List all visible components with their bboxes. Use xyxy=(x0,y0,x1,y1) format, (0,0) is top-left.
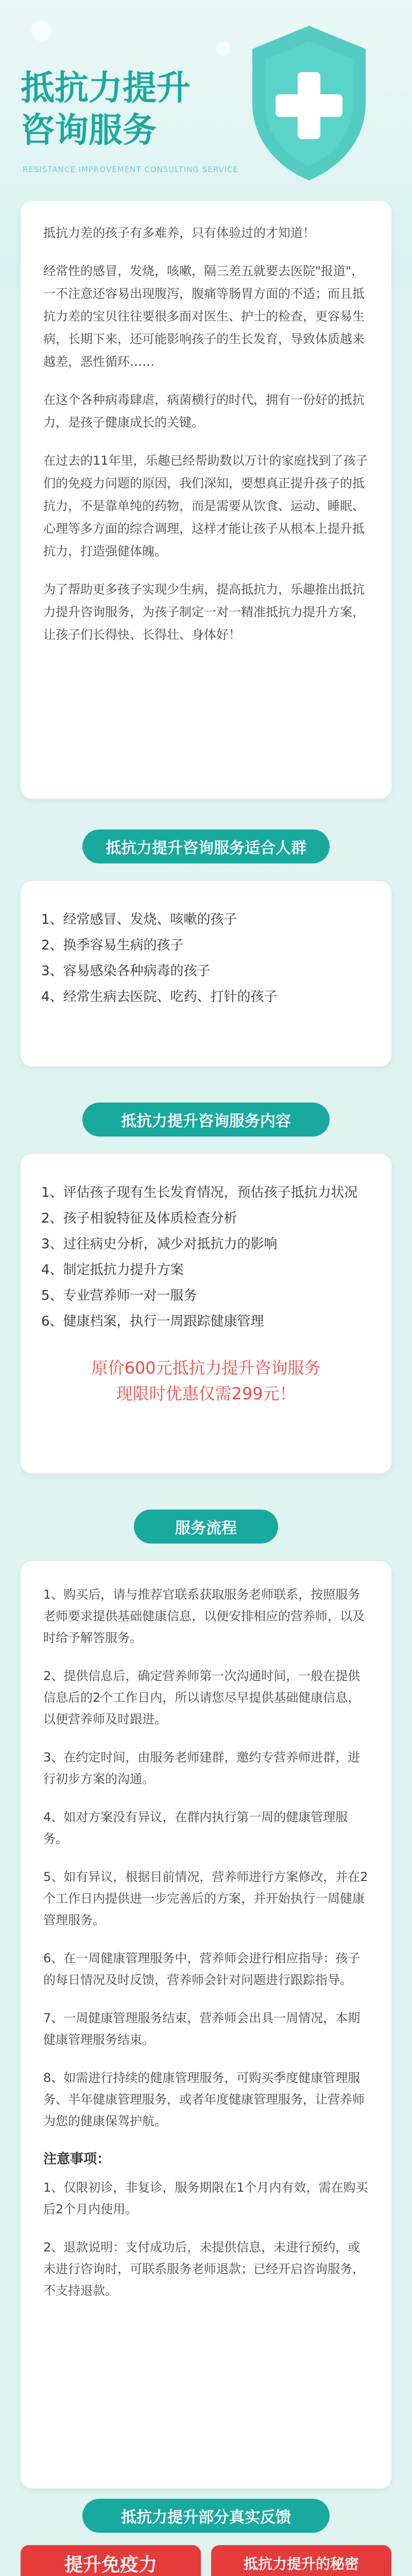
intro-card xyxy=(21,201,391,799)
list-item: 2、换季容易生病的孩子 xyxy=(41,938,184,953)
flow-step: 4、如对方案没有异议，在群内执行第一周的健康管理服务。 xyxy=(43,1810,348,1846)
section-title-flow: 服务流程 xyxy=(134,1510,278,1544)
section-title-audience: 抵抗力提升咨询服务适合人群 xyxy=(82,829,330,863)
feedback-tile xyxy=(21,2545,201,2576)
note-item: 2、退款说明：支付成功后，未提供信息，未进行预约，或未进行咨询时，可联系服务老师退款；已经开启咨询服务，不支持退款。 xyxy=(43,2240,365,2298)
flow-step: 1、购买后，请与推荐官联系获取服务老师联系，按照服务老师要求提供基础健康信息，以便安排相应的营养师，以及时给予解答服务。 xyxy=(43,1587,365,1645)
shield-cross-icon xyxy=(242,21,376,185)
note-item: 1、仅限初诊，非复诊，服务期限在1个月内有效，需在购买后2个月内使用。 xyxy=(43,2180,368,2216)
feedback-tile xyxy=(211,2545,391,2576)
intro-paragraph: 抵抗力差的孩子有多难养，只有体验过的才知道！ xyxy=(43,226,315,240)
intro-paragraph: 在过去的11年里，乐趣已经帮助数以万计的家庭找到了孩子们的免疫力问题的原因，我们深知，要想真正提升孩子的抵抗力，不是靠单纯的药物，而是需要从饮食、运动、睡眠、心理等多方面的综合调理，这样才能让孩子从根本上提升抵抗力，打造强健体魄。 xyxy=(43,453,368,558)
feedback-gallery xyxy=(21,2545,391,2576)
list-item: 4、制定抵抗力提升方案 xyxy=(41,1262,184,1278)
intro-paragraph: 在这个各种病毒肆虐，病菌横行的时代，拥有一份好的抵抗力，是孩子健康成长的关键。 xyxy=(43,393,365,430)
notes-title: 注意事项： xyxy=(43,2151,111,2167)
flow-step: 5、如有异议，根据目前情况，营养师进行方案修改，并在2个工作日内提供进一步完善后的方案，并开始执行一周健康管理服务。 xyxy=(43,1870,368,1927)
intro-paragraph: 为了帮助更多孩子实现少生病，提高抵抗力，乐趣推出抵抗力提升咨询服务，为孩子制定一对一精准抵抗力提升方案，让孩子们长得快、长得壮、身体好！ xyxy=(43,582,365,642)
section-title-cases: 抵抗力提升部分真实反馈 xyxy=(82,2499,330,2533)
list-item: 5、专业营养师一对一服务 xyxy=(41,1288,197,1303)
tile-heading: 抵抗力提升的秘密 xyxy=(211,2545,391,2576)
hero-title xyxy=(21,67,191,151)
decor-bubble xyxy=(216,41,231,56)
list-item: 3、容易感染各种病毒的孩子 xyxy=(41,963,211,979)
audience-card xyxy=(21,881,391,1066)
list-item: 1、经常感冒、发烧、咳嗽的孩子 xyxy=(41,912,237,927)
hero-title-line1: 抵抗力提升 xyxy=(21,68,191,108)
flow-step: 2、提供信息后，确定营养师第一次沟通时间，一般在提供信息后的2个工作日内，所以请您尽早提供基础健康信息，以便营养师及时跟进。 xyxy=(43,1669,360,1726)
content-card xyxy=(21,1154,391,1473)
hero-subtitle: RESISTANCE IMPROVEMENT CONSULTING SERVICE xyxy=(23,165,238,174)
flow-card xyxy=(21,1561,391,2488)
flow-step: 6、在一周健康管理服务中，营养师会进行相应指导：孩子的每日情况及时反馈，营养师会针对问题进行跟踪指导。 xyxy=(43,1951,360,1987)
list-item: 1、评估孩子现有生长发育情况，预估孩子抵抗力状况 xyxy=(41,1185,358,1200)
decor-bubble xyxy=(31,21,52,41)
intro-paragraph: 经常性的感冒，发烧，咳嗽，隔三差五就要去医院"报道"，一不注意还容易出现腹泻，腹痛等肠胃方面的不适；而且抵抗力差的宝贝往往要很多面对医生、护士的检查，更容易生病，长期下来，还可能影响孩子的生长发育，导致体质越来越差，恶性循环…… xyxy=(43,264,365,369)
price-original: 原价600元抵抗力提升咨询服务 xyxy=(91,1358,321,1378)
list-item: 2、孩子相貌特征及体质检查分析 xyxy=(41,1211,237,1226)
list-item: 6、健康档案，执行一周跟踪健康管理 xyxy=(41,1314,264,1329)
list-item: 3、过往病史分析，减少对抵抗力的影响 xyxy=(41,1236,278,1252)
section-title-content: 抵抗力提升咨询服务内容 xyxy=(82,1103,330,1137)
flow-step: 3、在约定时间，由服务老师建群，邀约专营养师进群，进行初步方案的沟通。 xyxy=(43,1750,360,1786)
list-item: 4、经常生病去医院、吃药、打针的孩子 xyxy=(41,989,278,1005)
hero-title-line2: 咨询服务 xyxy=(21,110,157,150)
flow-step: 7、一周健康管理服务结束，营养师会出具一周情况，本期健康管理服务结束。 xyxy=(43,2011,360,2047)
tile-heading: 提升免疫力 xyxy=(21,2545,201,2576)
price-discount: 现限时优惠仅需299元！ xyxy=(116,1384,296,1403)
flow-step: 8、如需进行持续的健康管理服务，可购买季度健康管理服务、半年健康管理服务，或者年度健康管理服务，让营养师为您的健康保驾护航。 xyxy=(43,2071,365,2128)
